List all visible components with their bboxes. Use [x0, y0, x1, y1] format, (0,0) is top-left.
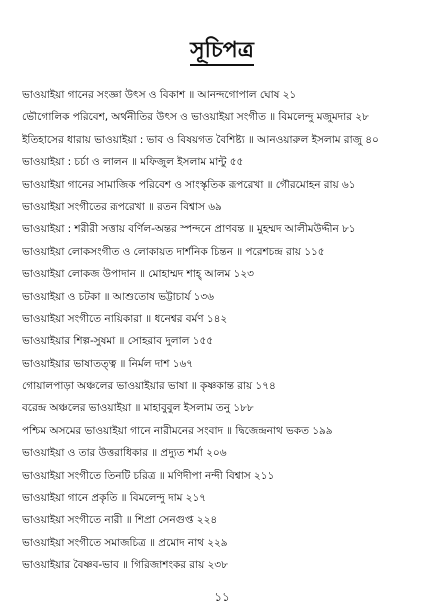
toc-entry: ভাওয়াইয়া লোকজ উপাদান ॥ মোহাম্মদ শাহ্ আলম ১২৩ [22, 268, 254, 281]
toc-entry: ভাওয়াইয়া : শরীরী সত্তায় বর্ণিল-অন্তর স্পন্দনে প্রাণবন্ত ॥ মুহম্মদ আলীমউদ্দীন ৮১ [22, 223, 356, 236]
toc-entry: ভাওয়াইয়ার ভাষাতত্ত্ব ॥ নির্মল দাশ ১৬৭ [22, 357, 194, 370]
toc-entry: ভাওয়াইয়া ও চটকা ॥ আশুতোষ ভট্টাচার্য ১৩৬ [22, 290, 214, 303]
toc-entry: ভাওয়াইয়ার বৈষ্ণব-ভাব ॥ গিরিজাশংকর রায় ২৩৮ [22, 559, 228, 572]
toc-entry: ভাওয়াইয়া গানের সামাজিক পরিবেশ ও সাংস্কৃতিক রূপরেখা ॥ গৌরমোহন রায় ৬১ [22, 178, 356, 191]
toc-entry: ভাওয়াইয়ার শিল্প-সুষমা ॥ সোহরাব দুলাল ১৫৫ [22, 335, 214, 348]
toc-entry: ভাওয়াইয়া : চর্চা ও লালন ॥ মফিজুল ইসলাম মান্টু ৫৫ [22, 156, 244, 169]
toc-entry: ভাওয়াইয়া সংগীতে নায়িকারা ॥ ধনেশ্বর বর্মণ ১৪২ [22, 312, 228, 325]
toc-entry: পশ্চিম অসমের ভাওয়াইয়া গানে নারীমনের সংবাদ ॥ দ্বিজেন্দ্রনাথ ভকত ১৯৯ [22, 424, 333, 437]
title-container [0, 38, 444, 66]
table-of-contents [22, 84, 434, 577]
toc-entry: ভাওয়াইয়া ও তার উত্তরাধিকার ॥ প্রদ্যুত শর্মা ২০৬ [22, 447, 227, 460]
toc-entry: ভাওয়াইয়া সংগীতে নারী ॥ শিপ্রা সেনগুপ্ত ২২৪ [22, 514, 218, 527]
toc-entry: ভৌগোলিক পরিবেশ, অর্থনীতির উৎস ও ভাওয়াইয়া সংগীত ॥ বিমলেন্দু মজুমদার ২৮ [22, 111, 369, 124]
toc-entry: ভাওয়াইয়া গানের সংজ্ঞা উৎস ও বিকাশ ॥ আনন্দগোপাল ঘোষ ২১ [22, 89, 297, 101]
page-title: সূচিপত্র [190, 38, 254, 66]
toc-entry: ভাওয়াইয়া সংগীতে সমাজচিত্র ॥ প্রমোদ নাথ ২২৯ [22, 536, 228, 549]
toc-entry: ভাওয়াইয়া গানে প্রকৃতি ॥ বিমলেন্দু দাম ২১৭ [22, 492, 207, 505]
toc-entry: ভাওয়াইয়া লোকসংগীত ও লোকায়ত দার্শনিক চিন্তন ॥ পরেশচন্দ্র রায় ১১৫ [22, 245, 325, 258]
toc-entry: ভাওয়াইয়া সংগীতে তিনটি চরিত্র ॥ মণিদীপা নন্দী বিশ্বাস ২১১ [22, 469, 275, 482]
toc-entry: ইতিহাসের ধারায় ভাওয়াইয়া : ভাব ও বিষয়গত বৈশিষ্ট্য ॥ আনওয়ারুল ইসলাম রাজু ৪০ [22, 133, 379, 146]
page-number: ১১ [214, 590, 230, 604]
toc-entry: বরেন্দ্র অঞ্চলের ভাওয়াইয়া ॥ মাহাবুবুল ইসলাম তনু ১৮৮ [22, 402, 254, 415]
toc-entry: ভাওয়াইয়া সংগীতের রূপরেখা ॥ রতন বিশ্বাস ৬৯ [22, 200, 222, 213]
toc-entry: গোয়ালপাড়া অঞ্চলের ভাওয়াইয়ার ভাষা ॥ কৃষ্ণকান্ত রায় ১৭৪ [22, 380, 276, 393]
